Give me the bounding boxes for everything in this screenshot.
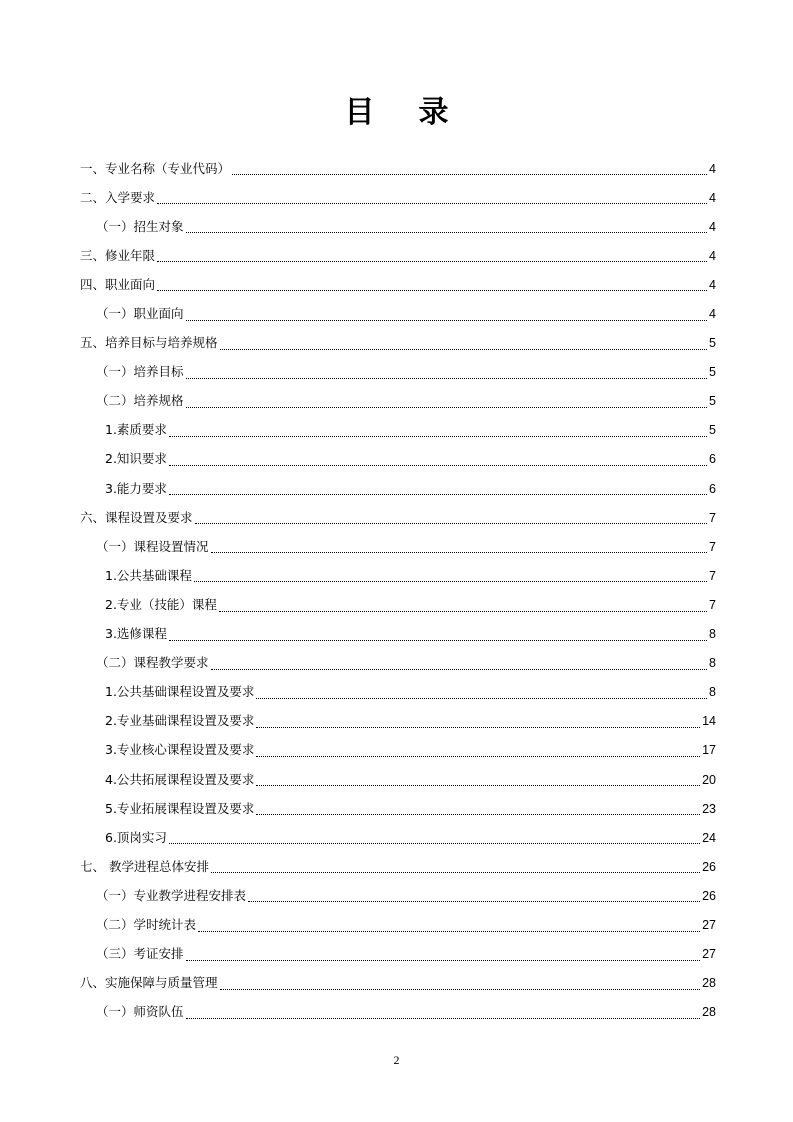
toc-entry-title: 1.素质要求 (105, 422, 167, 438)
toc-dot-leader (248, 901, 700, 902)
toc-entry-title: 五、培养目标与培养规格 (80, 335, 218, 351)
toc-entry-17[interactable] (80, 620, 716, 649)
toc-entry-11[interactable] (80, 445, 716, 474)
toc-dot-leader (169, 843, 700, 844)
toc-entry-page: 5 (709, 423, 716, 438)
toc-dot-leader (211, 669, 708, 670)
toc-entry-page: 5 (709, 365, 716, 380)
toc-entry-title: 3.选修课程 (105, 626, 167, 642)
toc-entry-23[interactable] (80, 794, 716, 823)
toc-entry-title: 二、入学要求 (80, 189, 156, 205)
toc-dot-leader (198, 931, 700, 932)
toc-dot-leader (256, 785, 700, 786)
page-number: 2 (393, 1053, 400, 1067)
toc-entry-title: （三）考证安排 (96, 946, 184, 962)
toc-entry-1[interactable] (80, 154, 716, 183)
toc-dot-leader (186, 378, 708, 379)
toc-entry-7[interactable] (80, 329, 716, 358)
toc-entry-page: 4 (709, 190, 716, 205)
toc-entry-20[interactable] (80, 707, 716, 736)
toc-entry-page: 27 (702, 947, 716, 962)
toc-entry-page: 28 (702, 976, 716, 991)
toc-entry-page: 5 (709, 336, 716, 351)
toc-entry-13[interactable] (80, 503, 716, 532)
toc-entry-title: （二）学时统计表 (96, 916, 197, 932)
toc-entry-title: （一）专业教学进程安排表 (96, 887, 247, 903)
toc-entry-title: 七、 教学进程总体安排 (80, 858, 209, 874)
toc-entry-page: 4 (709, 248, 716, 263)
toc-entry-title: 6.顶岗实习 (105, 829, 167, 845)
toc-entry-page: 8 (709, 656, 716, 671)
toc-entry-page: 7 (709, 597, 716, 612)
toc-dot-leader (169, 494, 707, 495)
toc-entry-page: 4 (709, 161, 716, 176)
toc-dot-leader (186, 232, 708, 233)
toc-entry-2[interactable] (80, 183, 716, 212)
toc-entry-page: 6 (709, 481, 716, 496)
toc-entry-page: 6 (709, 452, 716, 467)
toc-entry-18[interactable] (80, 649, 716, 678)
toc-entry-title: （一）课程设置情况 (96, 538, 209, 554)
toc-entry-19[interactable] (80, 678, 716, 707)
toc-entry-8[interactable] (80, 358, 716, 387)
toc-dot-leader (194, 581, 707, 582)
table-of-contents (80, 154, 716, 1027)
toc-dot-leader (256, 756, 700, 757)
toc-entry-title: 1.公共基础课程设置及要求 (105, 684, 255, 700)
toc-dot-leader (219, 611, 707, 612)
toc-entry-9[interactable] (80, 387, 716, 416)
toc-entry-title: 2.知识要求 (105, 451, 167, 467)
page-title: 目录 (344, 95, 493, 130)
toc-entry-page: 4 (709, 277, 716, 292)
toc-entry-title: （一）师资队伍 (96, 1004, 184, 1020)
toc-entry-24[interactable] (80, 823, 716, 852)
toc-dot-leader (186, 320, 708, 321)
toc-dot-leader (157, 261, 707, 262)
toc-entry-title: （一）招生对象 (96, 218, 184, 234)
toc-entry-title: 4.公共拓展课程设置及要求 (105, 771, 255, 787)
toc-entry-page: 23 (702, 801, 716, 816)
toc-entry-title: 一、专业名称（专业代码） (80, 160, 231, 176)
toc-entry-page: 20 (702, 772, 716, 787)
toc-dot-leader (256, 814, 700, 815)
toc-dot-leader (256, 698, 707, 699)
toc-entry-27[interactable] (80, 910, 716, 939)
toc-entry-14[interactable] (80, 532, 716, 561)
toc-entry-4[interactable] (80, 241, 716, 270)
toc-entry-12[interactable] (80, 474, 716, 503)
toc-entry-title: 3.能力要求 (105, 480, 167, 496)
toc-entry-page: 7 (709, 568, 716, 583)
toc-entry-title: （二）培养规格 (96, 393, 184, 409)
toc-entry-title: （一）培养目标 (96, 364, 184, 380)
toc-dot-leader (211, 552, 708, 553)
toc-entry-25[interactable] (80, 852, 716, 881)
toc-entry-26[interactable] (80, 881, 716, 910)
toc-entry-page: 24 (702, 830, 716, 845)
toc-dot-leader (157, 290, 707, 291)
toc-dot-leader (195, 523, 708, 524)
toc-entry-page: 14 (702, 714, 716, 729)
toc-dot-leader (186, 407, 708, 408)
toc-entry-22[interactable] (80, 765, 716, 794)
toc-dot-leader (211, 872, 700, 873)
toc-entry-page: 17 (702, 743, 716, 758)
toc-entry-page: 7 (709, 510, 716, 525)
toc-entry-page: 4 (709, 307, 716, 322)
toc-entry-title: 六、课程设置及要求 (80, 509, 193, 525)
toc-entry-title: 2.专业（技能）课程 (105, 596, 217, 612)
toc-dot-leader (169, 640, 707, 641)
toc-entry-title: 3.专业核心课程设置及要求 (105, 742, 255, 758)
toc-dot-leader (220, 349, 708, 350)
toc-entry-title: 1.公共基础课程 (105, 567, 192, 583)
toc-dot-leader (157, 203, 707, 204)
toc-entry-title: 四、职业面向 (80, 276, 156, 292)
toc-entry-title: （二）课程教学要求 (96, 655, 209, 671)
toc-entry-page: 28 (702, 1005, 716, 1020)
toc-dot-leader (220, 989, 701, 990)
toc-entry-page: 7 (709, 539, 716, 554)
toc-entry-page: 5 (709, 394, 716, 409)
toc-entry-10[interactable] (80, 416, 716, 445)
toc-entry-page: 27 (702, 917, 716, 932)
toc-entry-15[interactable] (80, 561, 716, 590)
toc-entry-page: 8 (709, 627, 716, 642)
toc-entry-6[interactable] (80, 299, 716, 328)
toc-entry-5[interactable] (80, 270, 716, 299)
toc-dot-leader (169, 465, 707, 466)
toc-entry-16[interactable] (80, 590, 716, 619)
toc-entry-28[interactable] (80, 940, 716, 969)
toc-entry-title: 八、实施保障与质量管理 (80, 975, 218, 991)
toc-entry-3[interactable] (80, 212, 716, 241)
toc-dot-leader (256, 727, 700, 728)
toc-entry-title: 三、修业年限 (80, 247, 156, 263)
toc-entry-title: （一）职业面向 (96, 306, 184, 322)
toc-entry-30[interactable] (80, 998, 716, 1027)
toc-entry-page: 26 (702, 859, 716, 874)
toc-entry-21[interactable] (80, 736, 716, 765)
toc-entry-page: 26 (702, 888, 716, 903)
toc-dot-leader (232, 174, 707, 175)
toc-dot-leader (169, 436, 707, 437)
toc-dot-leader (186, 1018, 701, 1019)
toc-entry-page: 8 (709, 685, 716, 700)
toc-entry-page: 4 (709, 219, 716, 234)
toc-entry-title: 5.专业拓展课程设置及要求 (105, 800, 255, 816)
toc-dot-leader (186, 960, 701, 961)
toc-entry-29[interactable] (80, 969, 716, 998)
toc-entry-title: 2.专业基础课程设置及要求 (105, 713, 255, 729)
